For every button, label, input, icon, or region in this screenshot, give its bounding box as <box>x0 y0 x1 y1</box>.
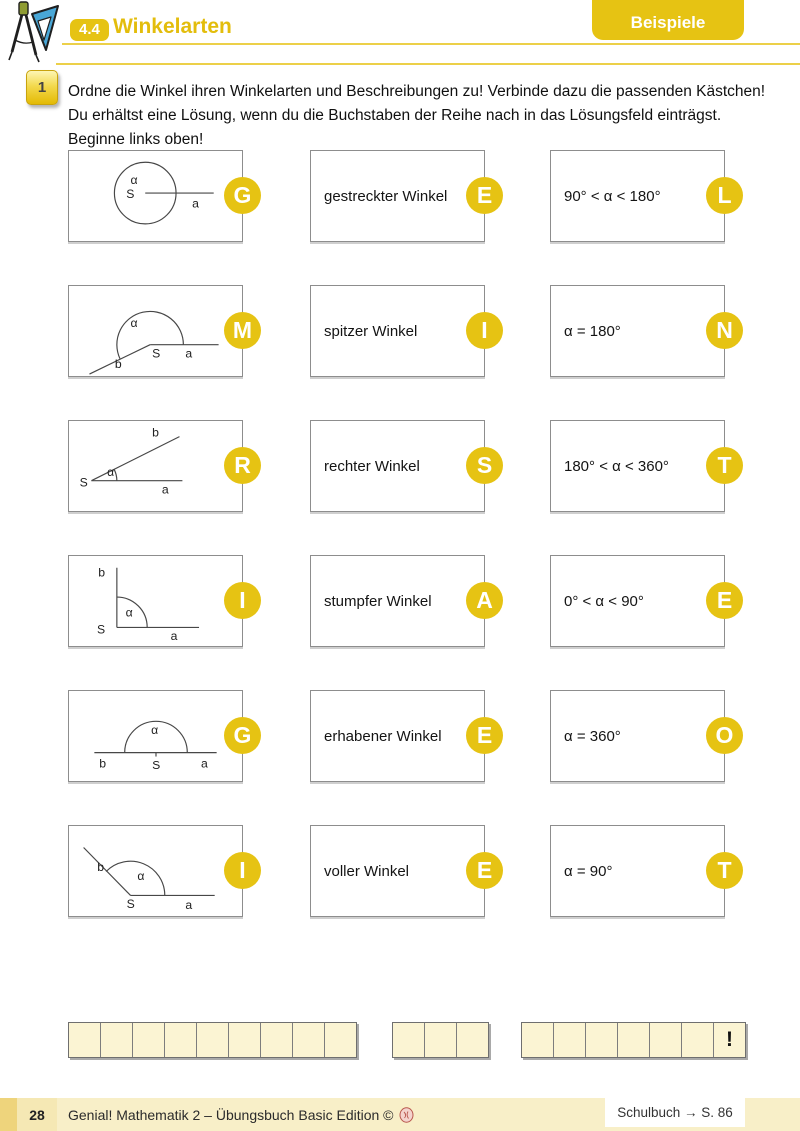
diagram-box-acute-angle <box>68 420 243 512</box>
solution-cell <box>457 1023 488 1057</box>
solution-cell: ! <box>714 1023 745 1057</box>
letter-circle: E <box>466 852 503 889</box>
angle-type-box <box>310 150 485 242</box>
solution-cell <box>325 1023 356 1057</box>
task-line-3: Beginne links oben! <box>68 131 204 148</box>
angle-description-box <box>550 555 725 647</box>
svg-text:a: a <box>185 346 193 361</box>
svg-text:a: a <box>185 898 193 913</box>
svg-text:b: b <box>152 425 159 440</box>
compass-triangle-logo-icon <box>2 0 66 66</box>
letter-circle: O <box>706 717 743 754</box>
solution-field-group-1 <box>68 1022 357 1058</box>
letter-circle: E <box>466 177 503 214</box>
letter-circle: I <box>466 312 503 349</box>
solution-cell <box>165 1023 197 1057</box>
book-title-text: Genial! Mathematik 2 – Übungsbuch Basic Edition © <box>68 1106 394 1123</box>
letter-circle: G <box>224 177 261 214</box>
diagram-box-right-angle <box>68 555 243 647</box>
letter-circle: N <box>706 312 743 349</box>
footer-accent-strip <box>0 1098 17 1131</box>
solution-cell <box>618 1023 650 1057</box>
svg-text:S: S <box>152 758 161 773</box>
right-angle-diagram <box>69 556 242 646</box>
solution-cell <box>293 1023 325 1057</box>
task-number-badge: 1 <box>26 70 58 105</box>
angle-description-box <box>550 150 725 242</box>
letter-circle: L <box>706 177 743 214</box>
svg-text:S: S <box>79 475 88 490</box>
solution-cell <box>69 1023 101 1057</box>
angle-description: 90° < α < 180° <box>564 187 661 205</box>
obtuse-angle-diagram <box>69 826 242 916</box>
task-rule <box>56 63 800 65</box>
diagram-box-reflex-angle <box>68 285 243 377</box>
diagram-box-obtuse-angle <box>68 825 243 917</box>
svg-text:b: b <box>98 565 106 580</box>
task-line-1: Ordne die Winkel ihren Winkelarten und Beschreibungen zu! Verbinde dazu die passenden Kästchen! <box>68 83 766 100</box>
solution-field-group-2 <box>392 1022 489 1058</box>
angle-description: 0° < α < 90° <box>564 592 644 610</box>
acute-angle-diagram <box>69 421 242 511</box>
solution-cell <box>229 1023 261 1057</box>
letter-circle: E <box>466 717 503 754</box>
solution-cell <box>425 1023 457 1057</box>
schoolbook-reference: Schulbuch → S. 86 <box>605 1098 745 1127</box>
svg-text:b: b <box>99 756 107 771</box>
solution-cell <box>261 1023 293 1057</box>
letter-circle: T <box>706 447 743 484</box>
angle-description-box <box>550 285 725 377</box>
svg-text:α: α <box>130 173 138 188</box>
letter-circle: E <box>706 582 743 619</box>
angle-type-label: gestreckter Winkel <box>324 187 448 205</box>
solution-cell <box>522 1023 554 1057</box>
angle-type-box <box>310 420 485 512</box>
angle-description-box <box>550 690 725 782</box>
svg-text:S: S <box>96 622 106 637</box>
solution-cell <box>586 1023 618 1057</box>
svg-text:S: S <box>126 186 135 201</box>
footer-book-title <box>68 1098 414 1131</box>
svg-text:a: a <box>200 756 208 771</box>
straight-angle-diagram <box>69 691 242 781</box>
letter-circle: I <box>224 582 261 619</box>
angle-description: 180° < α < 360° <box>564 457 669 475</box>
angle-type-label: voller Winkel <box>324 862 410 880</box>
letter-circle: A <box>466 582 503 619</box>
svg-text:b: b <box>114 357 122 372</box>
angle-description: α = 90° <box>564 862 613 880</box>
solution-cell <box>101 1023 133 1057</box>
publisher-logo-icon <box>399 1107 414 1123</box>
diagram-box-straight-angle <box>68 690 243 782</box>
header-rule <box>62 43 800 45</box>
angle-description-box <box>550 420 725 512</box>
solution-cell <box>554 1023 586 1057</box>
letter-circle: I <box>224 852 261 889</box>
full-angle-diagram <box>69 151 242 241</box>
letter-circle: M <box>224 312 261 349</box>
svg-text:α: α <box>125 605 133 620</box>
tab-beispiele: Beispiele <box>592 0 744 40</box>
solution-cell <box>682 1023 714 1057</box>
svg-text:α: α <box>151 723 159 738</box>
angle-type-box <box>310 825 485 917</box>
svg-text:S: S <box>152 346 161 361</box>
angle-description: α = 360° <box>564 727 621 745</box>
diagram-box-full-angle <box>68 150 243 242</box>
page-number: 28 <box>17 1098 57 1131</box>
task-instructions <box>68 80 784 152</box>
solution-cell <box>133 1023 165 1057</box>
svg-text:a: a <box>192 196 199 211</box>
angle-description: α = 180° <box>564 322 621 340</box>
angle-type-label: rechter Winkel <box>324 457 420 475</box>
svg-text:a: a <box>170 629 178 644</box>
angle-type-box <box>310 285 485 377</box>
solution-cell <box>393 1023 425 1057</box>
letter-circle: S <box>466 447 503 484</box>
angle-type-box <box>310 555 485 647</box>
svg-text:α: α <box>137 868 145 883</box>
letter-circle: G <box>224 717 261 754</box>
letter-circle: R <box>224 447 261 484</box>
solution-cell <box>197 1023 229 1057</box>
page-title: Winkelarten <box>113 15 232 38</box>
angle-type-label: spitzer Winkel <box>324 322 418 340</box>
angle-type-label: erhabener Winkel <box>324 727 442 745</box>
svg-text:α: α <box>107 464 115 479</box>
angle-type-box <box>310 690 485 782</box>
angle-type-label: stumpfer Winkel <box>324 592 432 610</box>
svg-text:S: S <box>126 897 135 912</box>
svg-text:a: a <box>161 482 169 497</box>
svg-text:α: α <box>130 316 138 331</box>
svg-text:b: b <box>97 860 105 874</box>
task-line-2: Du erhältst eine Lösung, wenn du die Buchstaben der Reihe nach in das Lösungsfeld einträgst. <box>68 107 722 124</box>
reflex-angle-diagram <box>69 286 242 376</box>
section-number-badge: 4.4 <box>70 19 109 41</box>
solution-cell <box>650 1023 682 1057</box>
angle-description-box <box>550 825 725 917</box>
solution-field-group-3 <box>521 1022 746 1058</box>
letter-circle: T <box>706 852 743 889</box>
